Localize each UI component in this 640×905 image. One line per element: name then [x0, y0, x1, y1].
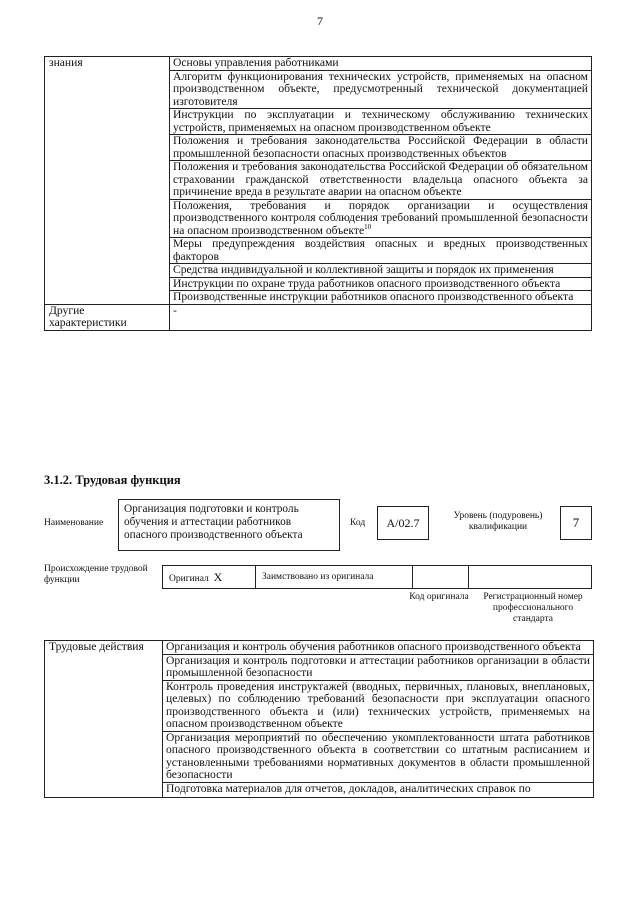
labor-actions-table	[44, 640, 594, 798]
labor-action-item: Организация и контроль подготовки и аттестации работников организации в области промышленной безопасности	[163, 654, 594, 680]
knowledge-label: знания	[45, 57, 170, 305]
knowledge-item: Основы управления работниками	[170, 57, 592, 71]
knowledge-item: Алгоритм функционирования технических устройств, применяемых на опасном производственном объекте, предусмотренный технической документацией изготовителя	[170, 70, 592, 109]
code-original-cell	[413, 566, 469, 589]
origin-table	[162, 565, 592, 589]
knowledge-item: Инструкции по охране труда работников опасного производственного объекта	[170, 277, 592, 291]
page-number: 7	[317, 14, 323, 28]
labor-action-item: Подготовка материалов для отчетов, докладов, аналитических справок по	[166, 782, 531, 795]
labor-action-item-cut	[163, 782, 594, 797]
table-row	[45, 57, 592, 71]
knowledge-item: Положения и требования законодательства Российской Федерации в области промышленной безопасности опасных производственных объектов	[170, 135, 592, 161]
table-row	[45, 304, 592, 330]
code-label: Код	[350, 518, 366, 528]
function-code-box: А/02.7	[377, 506, 429, 540]
name-label: Наименование	[44, 518, 104, 528]
original-cell	[163, 566, 256, 589]
function-name-box: Организация подготовки и контроль обучения и аттестации работников опасного производственного объекта	[118, 499, 340, 551]
knowledge-item: Производственные инструкции работников опасного производственного объекта	[170, 291, 592, 305]
original-mark: X	[213, 569, 223, 584]
original-label: Оригинал	[169, 573, 209, 584]
qualification-level-label: Уровень (подуровень) квалификации	[453, 511, 543, 532]
knowledge-item: Положения и требования законодательства Российской Федерации об обязательном страховании гражданской ответственности владельца опасного объекта за причинение вреда в результате аварии на опасном объекте	[170, 161, 592, 200]
borrowed-cell: Заимствовано из оригинала	[256, 566, 413, 589]
labor-action-item: Организация мероприятий по обеспечению укомплектованности штата работников опасного производственного объекта в соответствии со штатным расписанием и установленными требованиями нормативных документов в области промышленной безопасности	[163, 731, 594, 782]
footnote-ref: 10	[364, 222, 372, 231]
labor-actions-label: Трудовые действия	[45, 641, 163, 798]
table-row	[163, 566, 592, 589]
knowledge-item: Средства индивидуальной и коллективной защиты и порядок их применения	[170, 264, 592, 278]
origin-label: Происхождение трудовой функции	[44, 564, 148, 585]
table-row	[45, 641, 594, 655]
reg-number-caption: Регистрационный номер профессионального стандарта	[483, 592, 583, 624]
knowledge-table	[44, 56, 592, 331]
labor-action-item: Организация и контроль обучения работников опасного производственного объекта	[163, 641, 594, 655]
knowledge-item: Инструкции по эксплуатации и техническому обслуживанию технических устройств, применяемых на опасном производственном объекте	[170, 109, 592, 135]
other-characteristics-value: -	[170, 304, 592, 330]
code-original-caption: Код оригинала	[409, 592, 469, 602]
knowledge-item-with-footnote	[170, 199, 592, 238]
labor-action-item: Контроль проведения инструктажей (вводных, первичных, плановых, внеплановых, целевых) по соблюдению требований безопасности при эксплуатации опасного производственного объекта и (или) технических устройств, применяемых на опасном производственном объекте	[163, 680, 594, 731]
qualification-level-box: 7	[560, 506, 592, 540]
knowledge-item: Меры предупреждения воздействия опасных и вредных производственных факторов	[170, 238, 592, 264]
reg-number-cell	[469, 566, 592, 589]
other-characteristics-label: Другие характеристики	[45, 304, 170, 330]
knowledge-item-text: Положения, требования и порядок организации и осуществления производственного контроля соблюдения требований промышленной безопасности на опасном производственном объекте	[173, 198, 588, 237]
section-title: 3.1.2. Трудовая функция	[44, 473, 181, 487]
